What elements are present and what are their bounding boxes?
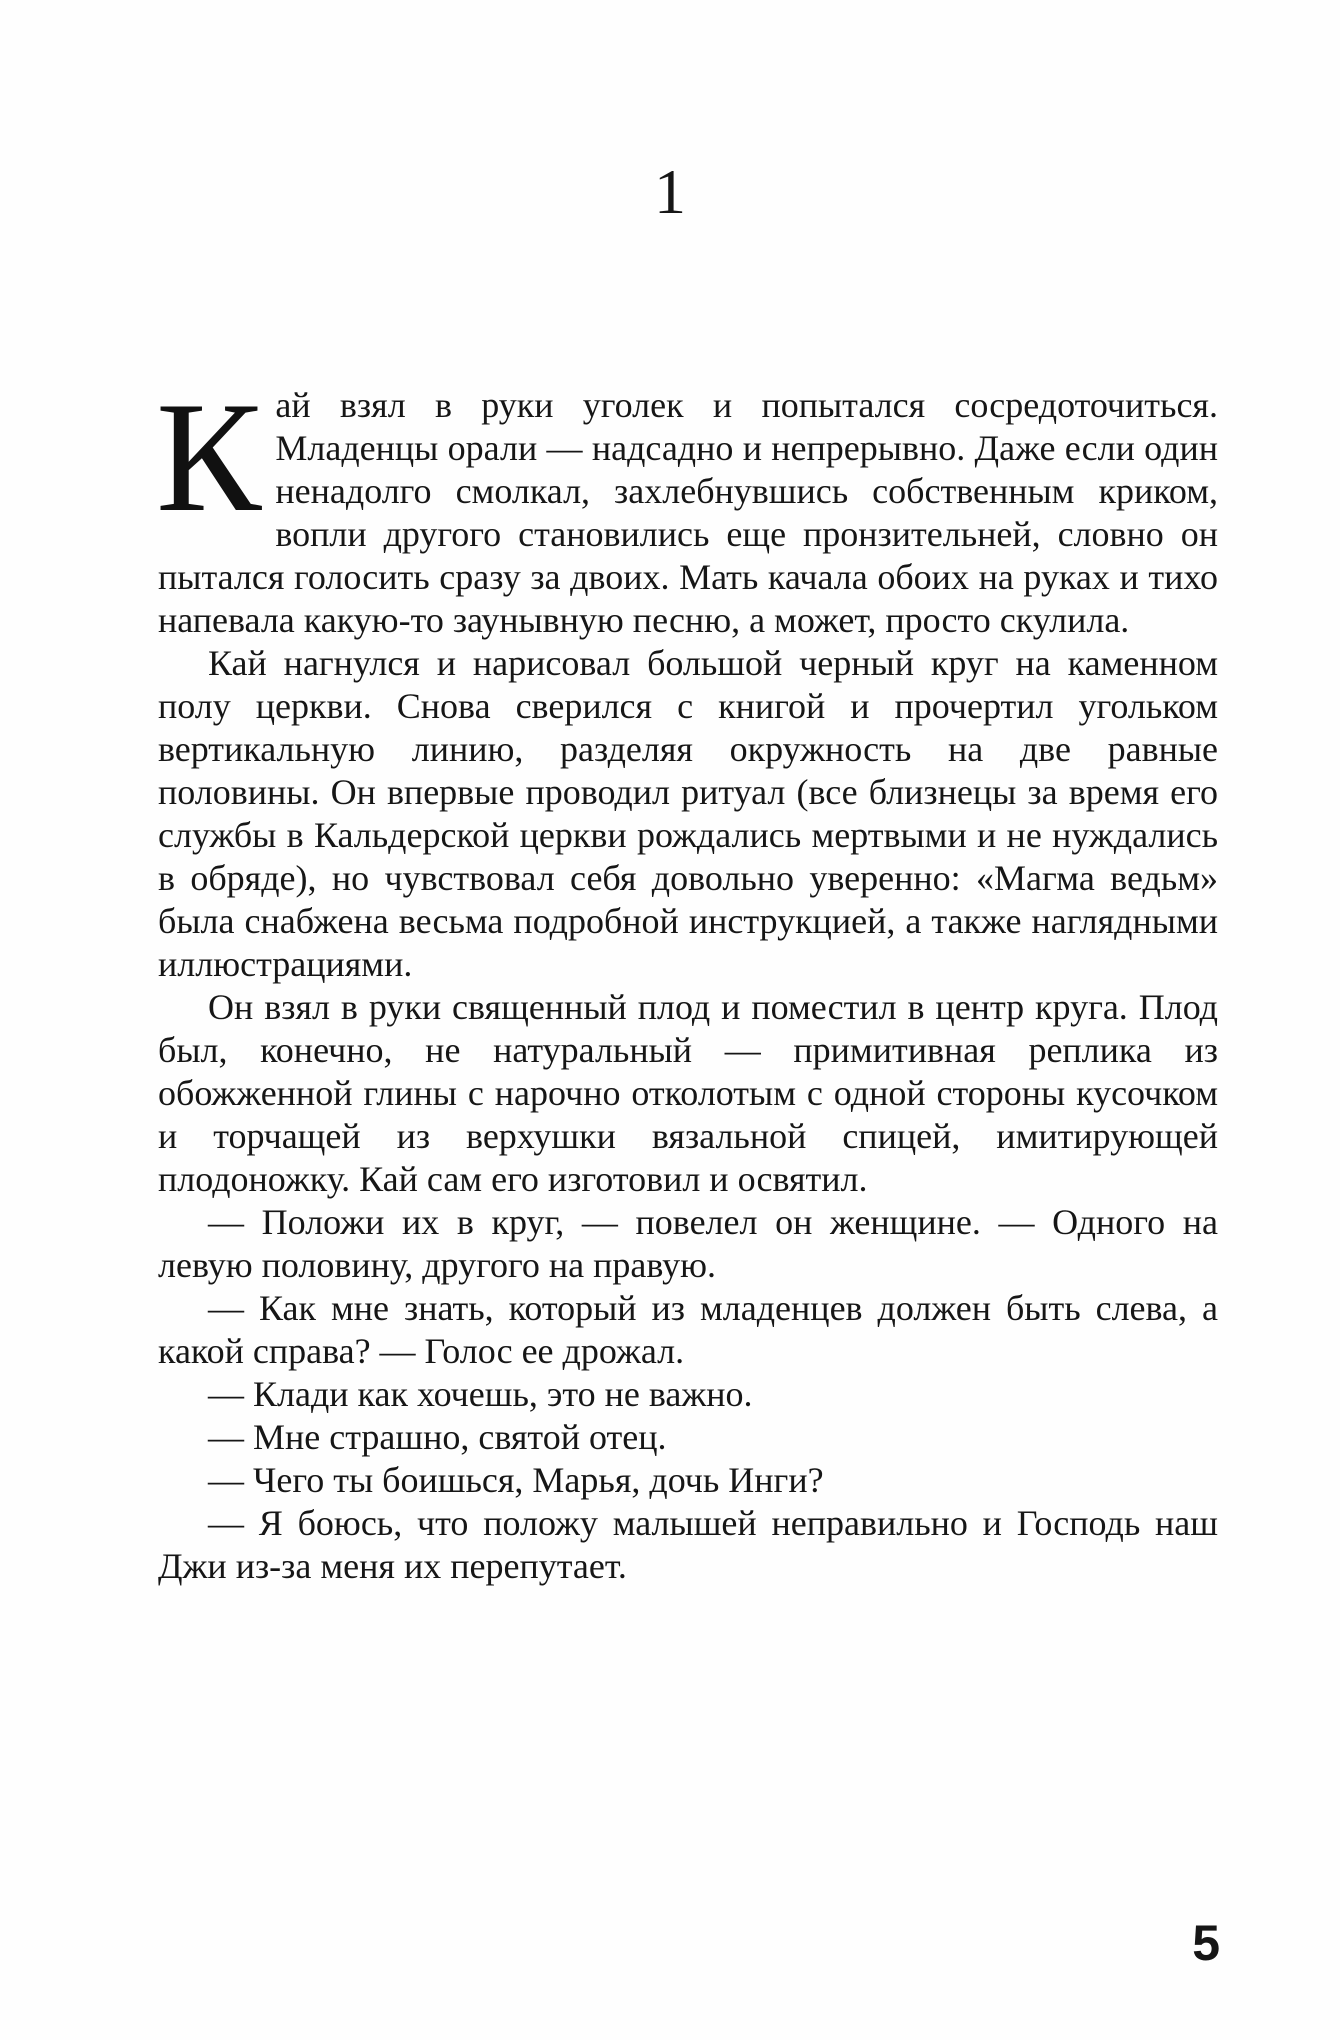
dialogue-line: — Положи их в круг, — повелел он женщине. — Одного на левую половину, другого на правую. — [158, 1202, 1218, 1285]
paragraph-1: Кай взял в руки уголек и попытался сосредоточиться. Младенцы орали — надсадно и непрерывно. Даже если один ненадолго смолкал, захлебнувшись собственным криком, вопли другого становились еще пронзительней, словно он пытался голосить сразу за двоих. Мать качала обоих на руках и тихо напевала какую-то заунывную песню, а может, просто скулила. — [156, 370, 1218, 640]
body-text — [156, 370, 1218, 1588]
paragraph-3: Он взял в руки священный плод и поместил в центр круга. Плод был, конечно, не натуральный — примитивная реплика из обожженной глины с нарочно отколотым с одной стороны кусочком и торчащей из верхушки вязальной спицей, имитирующей плодоножку. Кай сам его изготовил и освятил. — [158, 987, 1218, 1199]
dialogue-line: — Чего ты боишься, Марья, дочь Инги? — [208, 1460, 824, 1500]
chapter-number: 1 — [654, 156, 686, 227]
drop-cap: К — [156, 370, 262, 545]
dialogue-line: — Я боюсь, что положу малышей неправильно и Господь наш Джи из-за меня их перепутает. — [158, 1503, 1218, 1586]
paragraph-2: Кай нагнулся и нарисовал большой черный круг на каменном полу церкви. Снова сверился с книгой и прочертил угольком вертикальную линию, разделяя окружность на две равные половины. Он впервые проводил ритуал (все близнецы за время его службы в Кальдерской церкви рождались мертвыми и не нуждались в обряде), но чувствовал себя довольно уверенно: «Магма ведьм» была снабжена весьма подробной инструкцией, а также наглядными иллюстрациями. — [158, 643, 1218, 984]
dialogue-line: — Мне страшно, святой отец. — [208, 1417, 667, 1457]
dialogue-line: — Как мне знать, который из младенцев должен быть слева, а какой справа? — Голос ее дрожал. — [158, 1288, 1218, 1371]
dialogue-line: — Клади как хочешь, это не важно. — [208, 1374, 753, 1414]
page-number: 5 — [1192, 1915, 1220, 1971]
